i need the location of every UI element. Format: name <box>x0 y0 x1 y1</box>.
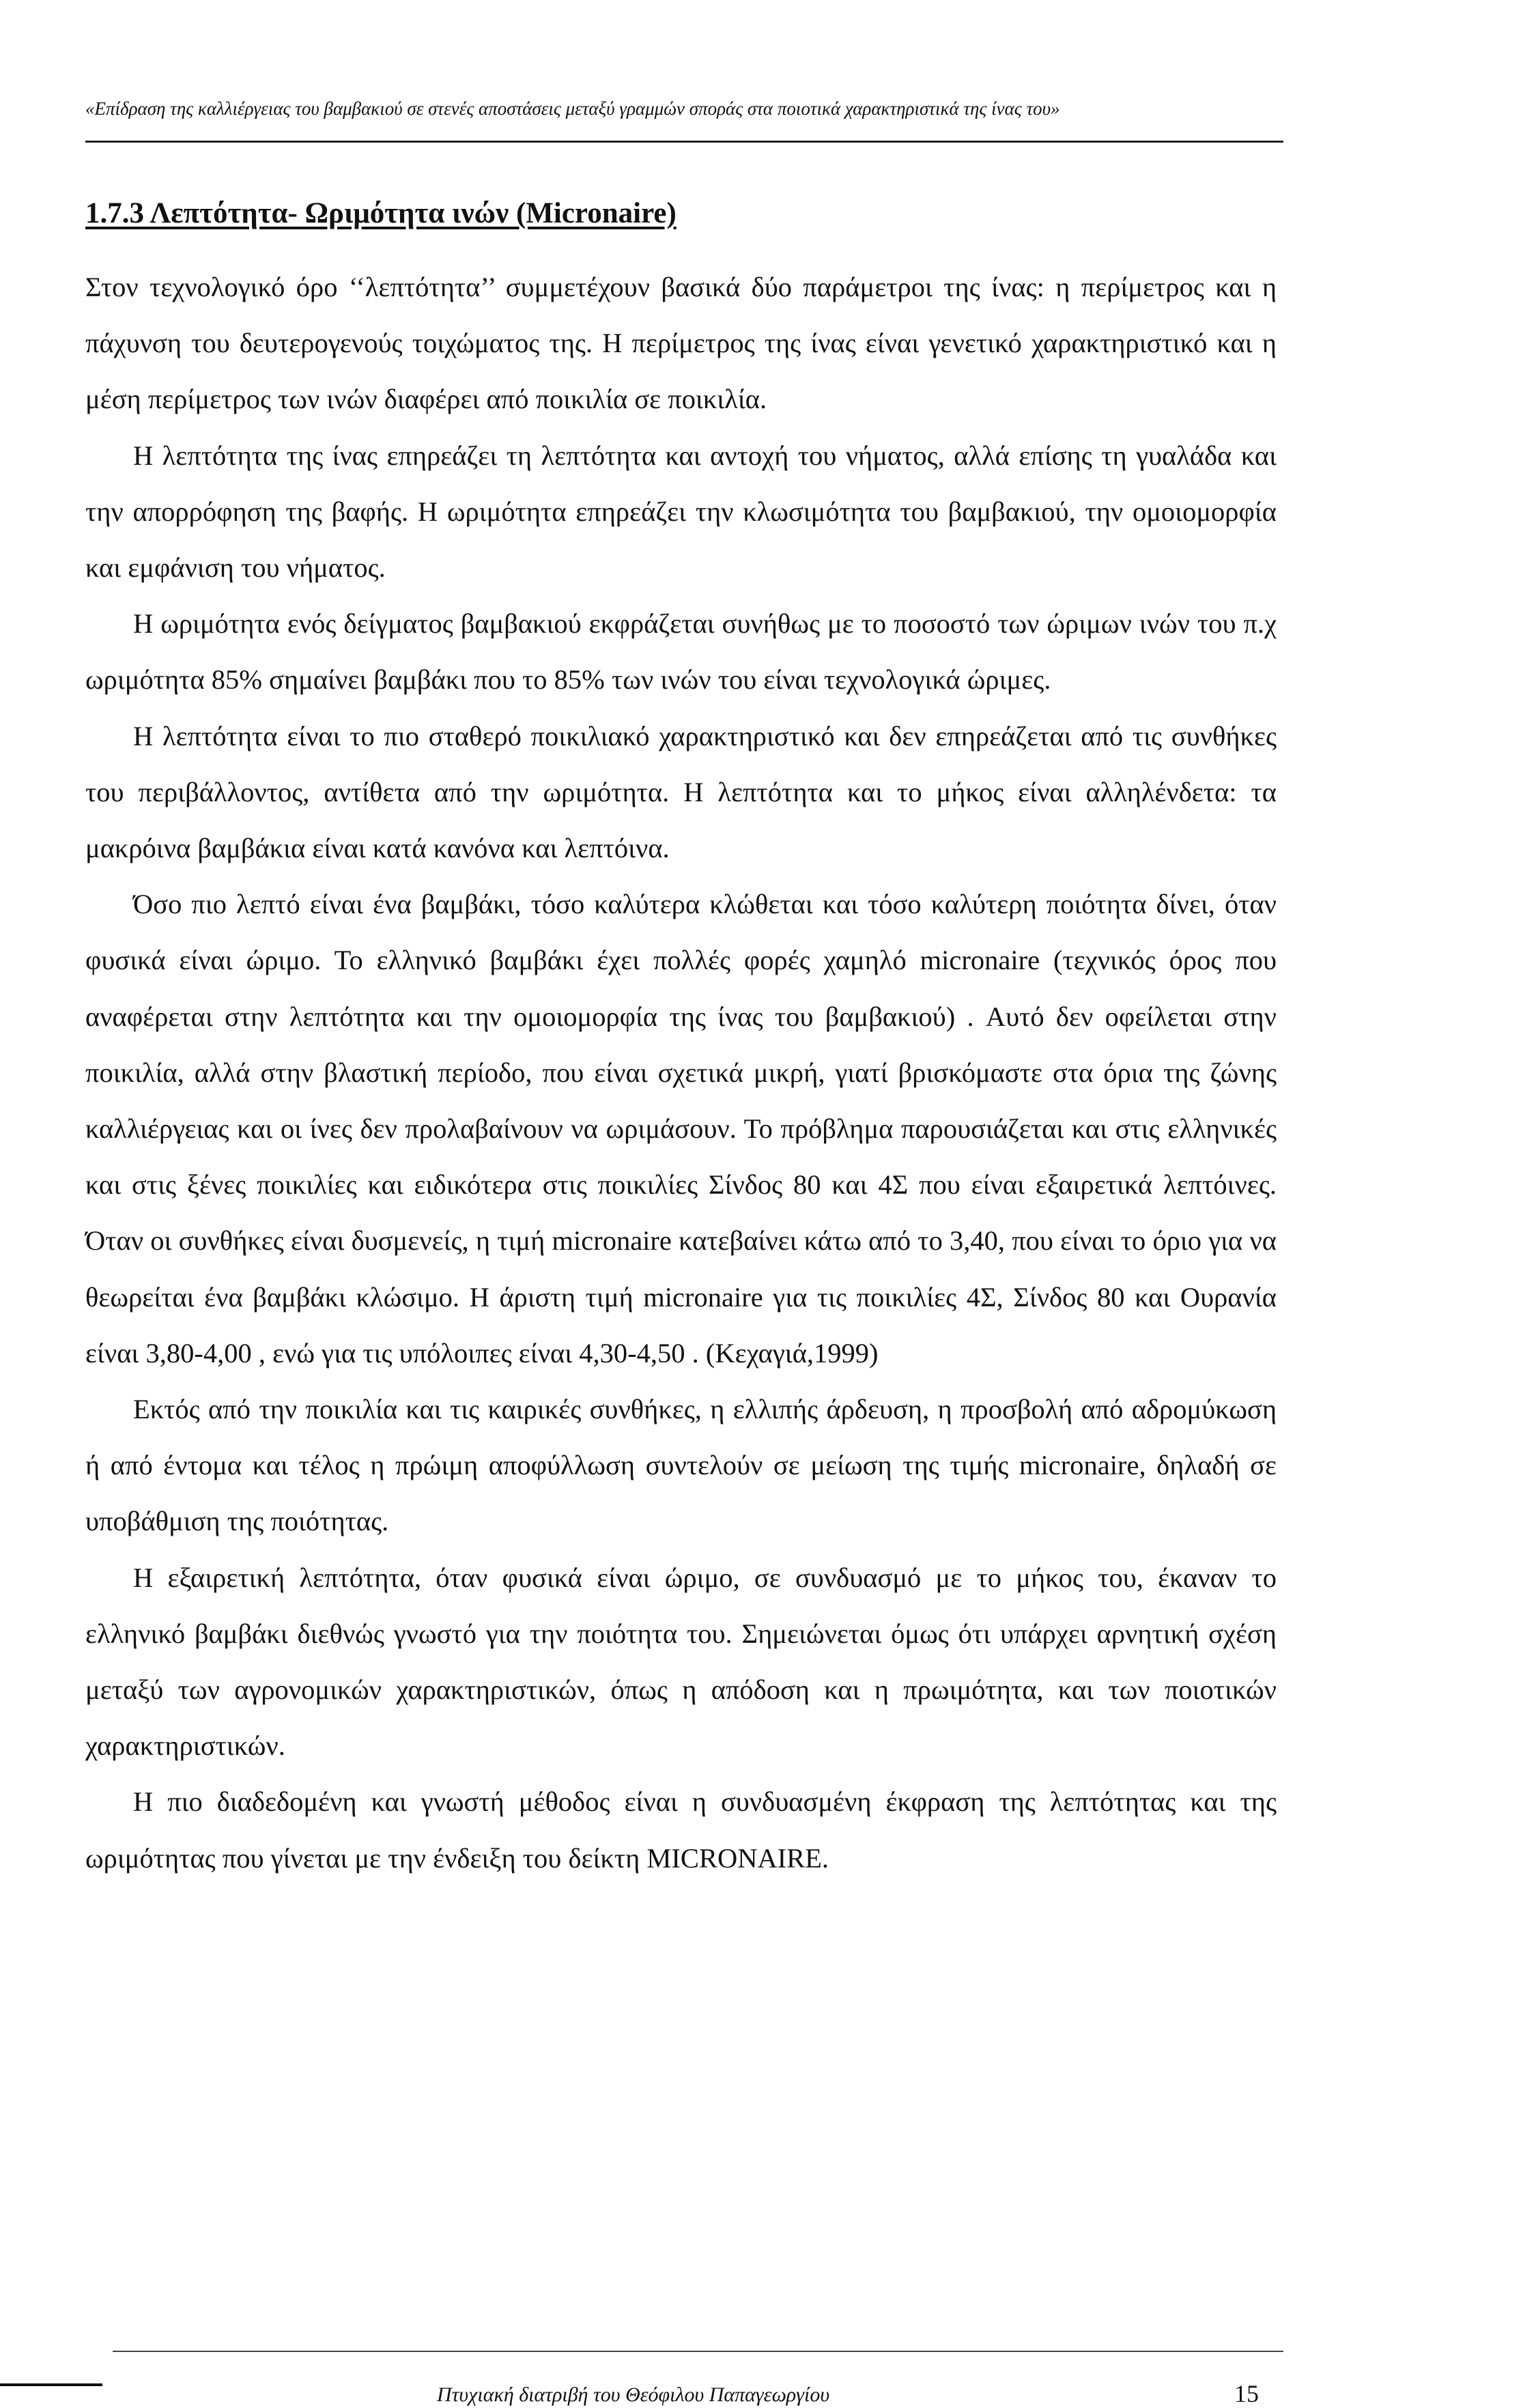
paragraph: Η λεπτότητα είναι το πιο σταθερό ποικιλιακό χαρακτηριστικό και δεν επηρεάζεται από τις συνθήκες του περιβάλλοντος, αντίθετα από την ωριμότητα. Η λεπτότητα και το μήκος είναι αλληλένδετα: τα μακρόινα βαμβάκια είναι κατά κανόνα και λεπτόινα. <box>85 720 1277 864</box>
paragraph: Η ωριμότητα ενός δείγματος βαμβακιού εκφράζεται συνήθως με το ποσοστό των ώριμων ινών του π.χ ωριμότητα 85% σημαίνει βαμβάκι που το 85% των ινών του είναι τεχνολογικά ώριμες. <box>85 608 1277 696</box>
page-number: 15 <box>1234 2380 1259 2407</box>
paragraph: Η πιο διαδεδομένη και γνωστή μέθοδος είναι η συνδυασμένη έκφραση της λεπτότητας και της ωριμότητας που γίνεται με την ένδειξη του δείκτη MICRONAIRE. <box>85 1786 1277 1874</box>
paragraph: Η λεπτότητα της ίνας επηρεάζει τη λεπτότητα και αντοχή του νήματος, αλλά επίσης τη γυαλάδα και την απορρόφηση της βαφής. Η ωριμότητα επηρεάζει την κλωσιμότητα του βαμβακιού, την ομοιομορφία και εμφάνιση του νήματος. <box>85 440 1277 584</box>
scan-edge-mark <box>0 2383 102 2386</box>
footer-divider <box>113 2351 1283 2352</box>
paragraph: Όσο πιο λεπτό είναι ένα βαμβάκι, τόσο καλύτερα κλώθεται και τόσο καλύτερη ποιότητα δίνει, όταν φυσικά είναι ώριμο. Το ελληνικό βαμβάκι έχει πολλές φορές χαμηλό micronaire (τεχνικός όρος που αναφέρεται στην λεπτότητα και την ομοιομορφία της ίνας του βαμβακιού) . Αυτό δεν οφείλεται στην ποικιλία, αλλά στην βλαστική περίοδο, που είναι σχετικά μικρή, γιατί βρισκόμαστε στα όρια της ζώνης καλλιέργειας και οι ίνες δεν προλαβαίνουν να ωριμάσουν. Το πρόβλημα παρουσιάζεται και στις ελληνικές και στις ξένες ποικιλίες και ειδικότερα στις ποικιλίες Σίνδος 80 και 4Σ που είναι εξαιρετικά λεπτόινες. Όταν οι συνθήκες είναι δυσμενείς, η τιμή micronaire κατεβαίνει κάτω από το 3,40, που είναι το όριο για να θεωρείται ένα βαμβάκι κλώσιμο. Η άριστη τιμή micronaire για τις ποικιλίες 4Σ, Σίνδος 80 και Ουρανία είναι 3,80-4,00 , ενώ για τις υπόλοιπες είναι 4,30-4,50 . (Κεχαγιά,1999) <box>85 889 1277 1368</box>
paragraph: Η εξαιρετική λεπτότητα, όταν φυσικά είναι ώριμο, σε συνδυασμό με το μήκος του, έκαναν το ελληνικό βαμβάκι διεθνώς γνωστό για την ποιότητα του. Σημειώνεται όμως ότι υπάρχει αρνητική σχέση μεταξύ των αγρονομικών χαρακτηριστικών, όπως η απόδοση και η πρωιμότητα, και των ποιοτικών χαρακτηριστικών. <box>85 1562 1277 1762</box>
running-header: «Επίδραση της καλλιέργειας του βαμβακιού σε στενές αποστάσεις μεταξύ γραμμών σποράς στα ποιοτικά χαρακτηριστικά της ίνας του» <box>85 98 1060 119</box>
header-divider <box>85 141 1283 143</box>
paragraph: Στον τεχνολογικό όρο ‘‘λεπτότητα’’ συμμετέχουν βασικά δύο παράμετροι της ίνας: η περίμετρος και η πάχυνση του δευτερογενούς τοιχώματος της. Η περίμετρος της ίνας είναι γενετικό χαρακτηριστικό και η μέση περίμετρος των ινών διαφέρει από ποικιλία σε ποικιλία. <box>85 272 1277 415</box>
footer-thesis-label: Πτυχιακή διατριβή του Θεόφιλου Παπαγεωργίου <box>437 2383 830 2406</box>
body-text <box>85 259 1277 1887</box>
paragraph: Εκτός από την ποικιλία και τις καιρικές συνθήκες, η ελλιπής άρδευση, η προσβολή από αδρομύκωση ή από έντομα και τέλος η πρώιμη αποφύλλωση συντελούν σε μείωση της τιμής micronaire, δηλαδή σε υποβάθμιση της ποιότητας. <box>85 1394 1277 1537</box>
section-title: 1.7.3 Λεπτότητα- Ωριμότητα ινών (Micronaire) <box>85 197 677 229</box>
